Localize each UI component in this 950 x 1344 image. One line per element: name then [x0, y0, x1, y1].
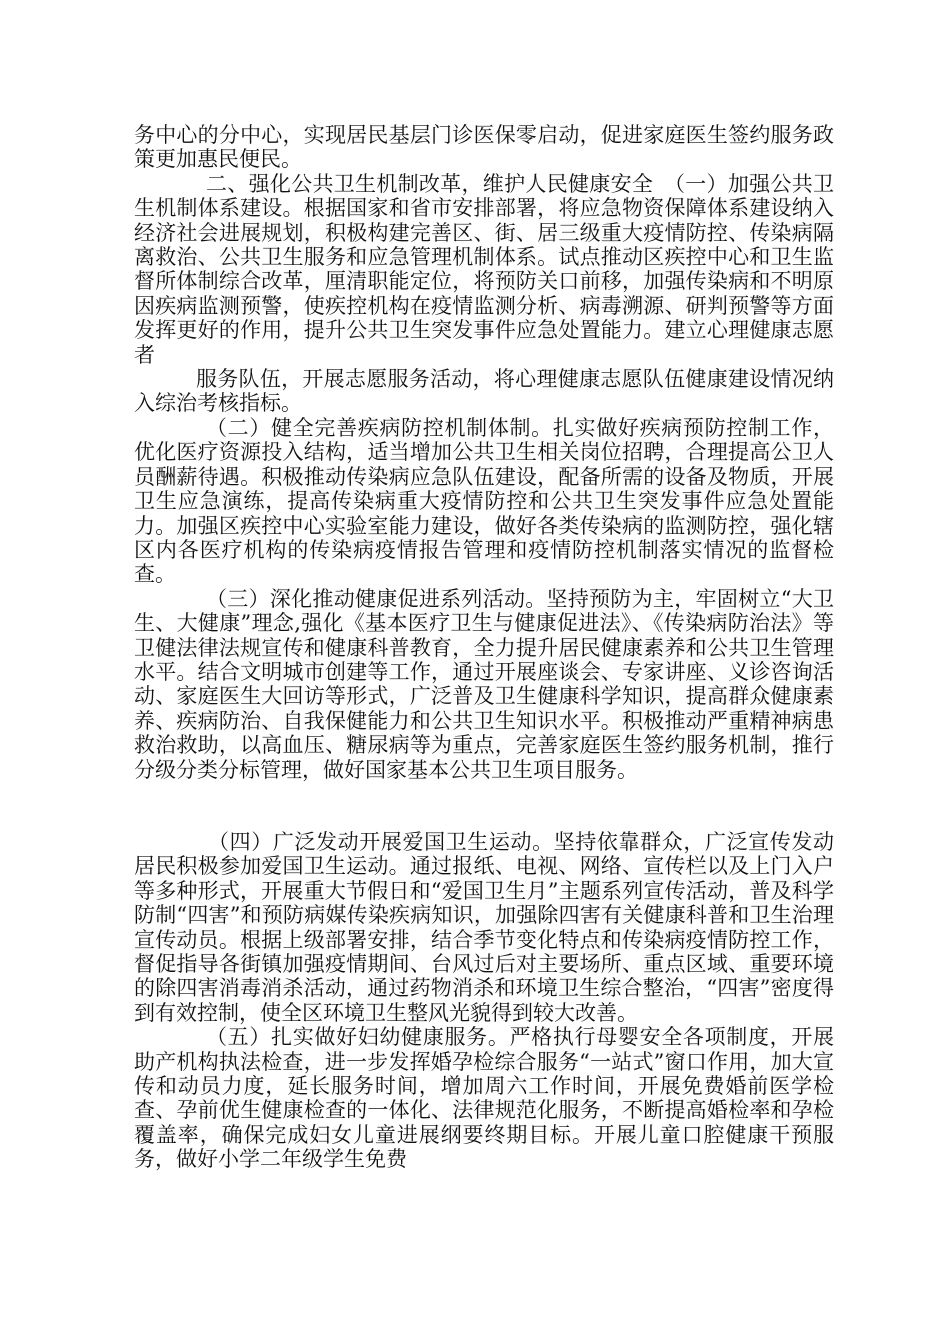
document-body [134, 123, 834, 1172]
paragraph-section-two: 二、强化公共卫生机制改革，维护人民健康安全 （一）加强公共卫生机制体系建设。根据国家和省市安排部署，将应急物资保障体系建设纳入经济社会进展规划，积极构建完善区、街、居三级重大疫情防控、传染病隔离救治、公共卫生服务和应急管理机制体系。试点推动区疾控中心和卫生监督所体制综合改革，厘清职能定位，将预防关口前移，加强传染病和不明原因疾病监测预警，使疾控机构在疫情监测分析、病毒溯源、研判预警等方面发挥更好的作用，提升公共卫生突发事件应急处置能力。建立心理健康志愿者 [134, 171, 834, 367]
paragraph-item-three: （三）深化推动健康促进系列活动。坚持预防为主，牢固树立“大卫生、大健康”理念,强化《基本医疗卫生与健康促进法》、《传染病防治法》等卫健法律法规宣传和健康科普教育，全力提升居民健康素养和公共卫生管理水平。结合文明城市创建等工作，通过开展座谈会、专家讲座、义诊咨询活动、家庭医生大回访等形式，广泛普及卫生健康科学知识，提高群众健康素养、疾病防治、自我保健能力和公共卫生知识水平。积极推动严重精神病患救治救助，以高血压、糖尿病等为重点，完善家庭医生签约服务机制，推行分级分类分标管理，做好国家基本公共卫生项目服务。 [134, 586, 834, 782]
paragraph-item-five: （五）扎实做好妇幼健康服务。严格执行母婴安全各项制度，开展助产机构执法检查，进一步发挥婚孕检综合服务“一站式”窗口作用，加大宣传和动员力度，延长服务时间，增加周六工作时间，开展免费婚前医学检查、孕前优生健康检查的一体化、法律规范化服务，不断提高婚检率和孕检覆盖率，确保完成妇女儿童进展纲要终期目标。开展儿童口腔健康干预服务，做好小学二年级学生免费 [134, 1025, 834, 1172]
paragraph-spacer [134, 782, 834, 830]
paragraph-volunteer: 服务队伍，开展志愿服务活动，将心理健康志愿队伍健康建设情况纳入综治考核指标。 [134, 367, 834, 416]
paragraph-item-two: （二）健全完善疾病防控机制体制。扎实做好疾病预防控制工作，优化医疗资源投入结构，适当增加公共卫生相关岗位招聘，合理提高公卫人员酬薪待遇。积极推动传染病应急队伍建设，配备所需的设备及物质，开展卫生应急演练，提高传染病重大疫情防控和公共卫生突发事件应急处置能力。加强区疾控中心实验室能力建设，做好各类传染病的监测防控，强化辖区内各医疗机构的传染病疫情报告管理和疫情防控机制落实情况的监督检查。 [134, 415, 834, 587]
paragraph-continuation: 务中心的分中心，实现居民基层门诊医保零启动，促进家庭医生签约服务政策更加惠民便民。 [134, 123, 834, 172]
paragraph-item-four: （四）广泛发动开展爱国卫生运动。坚持依靠群众，广泛宣传发动居民积极参加爱国卫生运动。通过报纸、电视、网络、宣传栏以及上门入户等多种形式，开展重大节假日和“爱国卫生月”主题系列宣传活动，普及科学防制“四害”和预防病媒传染疾病知识，加强除四害有关健康科普和卫生治理宣传动员。根据上级部署安排，结合季节变化特点和传染病疫情防控工作，督促指导各街镇加强疫情期间、台风过后对主要场所、重点区域、重要环境的除四害消毒消杀活动，通过药物消杀和环境卫生综合整治，“四害”密度得到有效控制，使全区环境卫生整风光貌得到较大改善。 [134, 829, 834, 1025]
